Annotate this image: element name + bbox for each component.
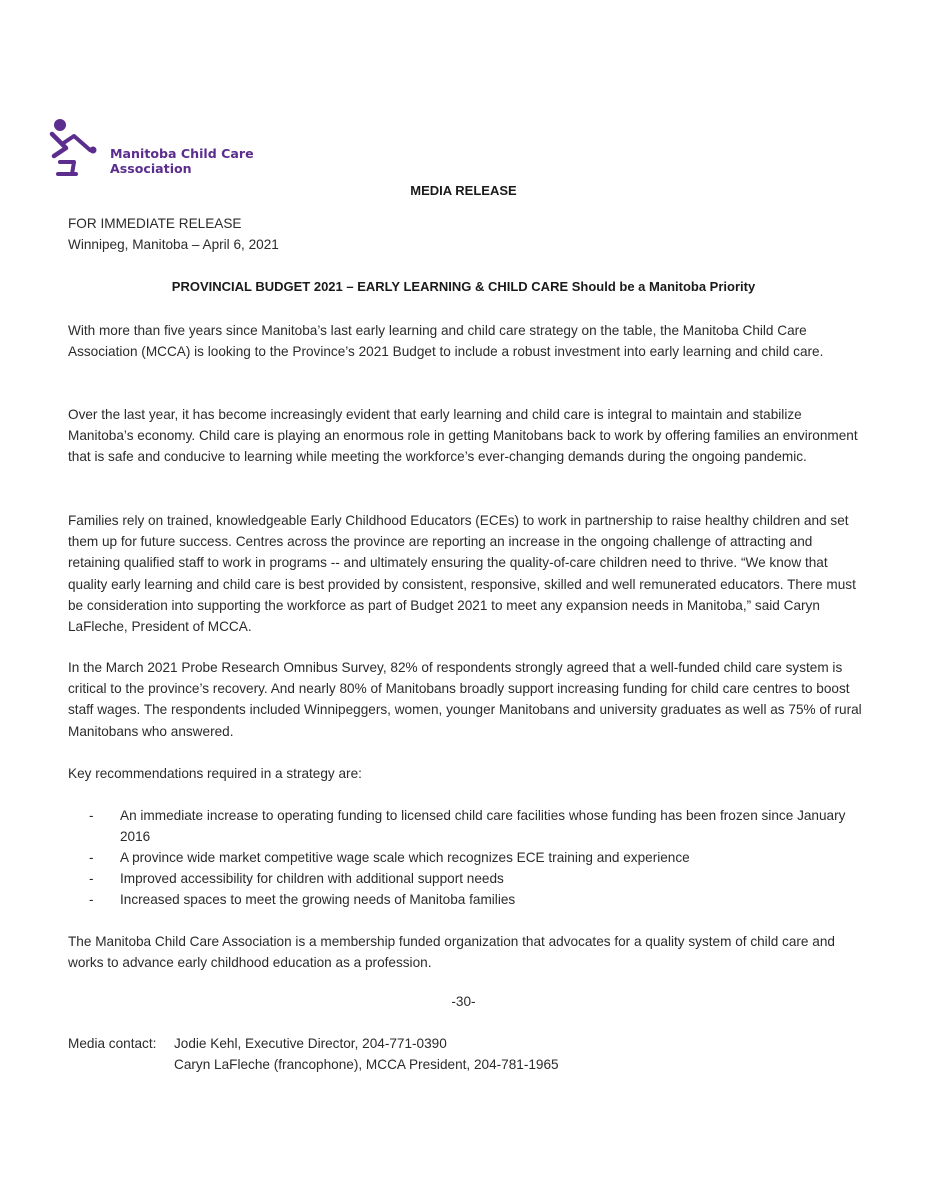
dash-bullet-icon: - — [89, 850, 94, 865]
recommendations-list — [68, 805, 868, 910]
paragraph-recommendations-intro: Key recommendations required in a strategy are: — [68, 766, 362, 781]
dash-bullet-icon: - — [89, 892, 94, 907]
dash-bullet-icon: - — [89, 808, 94, 823]
list-item-text: An immediate increase to operating funding to licensed child care facilities whose funding has been frozen since January 2016 — [120, 808, 846, 844]
logo-line-1: Manitoba Child Care — [110, 146, 254, 161]
end-mark: -30- — [451, 994, 476, 1009]
list-item — [68, 805, 868, 847]
logo-wordmark — [110, 146, 254, 176]
media-contact-secondary: Caryn LaFleche (francophone), MCCA President, 204-781-1965 — [174, 1057, 559, 1072]
media-release-heading: MEDIA RELEASE — [410, 183, 517, 198]
list-item-text: Increased spaces to meet the growing needs of Manitoba families — [120, 892, 516, 907]
paragraph-survey: In the March 2021 Probe Research Omnibus Survey, 82% of respondents strongly agreed that a well-funded child care system is critical to the province’s recovery. And nearly 80% of Manitobans broadly support increasing funding for child care centres to boost staff wages. The respondents included Winnipeggers, women, younger Manitobans and university graduates as well as 75% of rural Manitobans who answered. — [68, 660, 862, 739]
media-contact-primary: Jodie Kehl, Executive Director, 204-771-0390 — [174, 1036, 447, 1051]
release-title: PROVINCIAL BUDGET 2021 – EARLY LEARNING & CHILD CARE Should be a Manitoba Priority — [171, 279, 756, 294]
list-item — [68, 868, 868, 889]
media-contact-label: Media contact: — [68, 1036, 157, 1051]
list-item — [68, 889, 868, 910]
paragraph-economy: Over the last year, it has become increasingly evident that early learning and child care is integral to maintain and stabilize Manitoba’s economy. Child care is playing an enormous role in getting Manitobans back to work by offering families an environment that is safe and conducive to learning while meeting the workforce’s ever-changing demands during the ongoing pandemic. — [68, 407, 858, 465]
logo-line-2: Association — [110, 161, 192, 176]
list-item-text: A province wide market competitive wage scale which recognizes ECE training and experience — [120, 850, 690, 865]
list-item — [68, 847, 868, 868]
paragraph-about-mcca: The Manitoba Child Care Association is a membership funded organization that advocates for a quality system of child care and works to advance early childhood education as a profession. — [68, 934, 835, 971]
paragraph-intro: With more than five years since Manitoba’s last early learning and child care strategy on the table, the Manitoba Child Care Association (MCCA) is looking to the Province’s 2021 Budget to include a robust investment into early learning and child care. — [68, 323, 824, 360]
for-immediate-release: FOR IMMEDIATE RELEASE — [68, 216, 242, 231]
dash-bullet-icon: - — [89, 871, 94, 886]
list-item-text: Improved accessibility for children with additional support needs — [120, 871, 504, 886]
child-care-logo-icon — [48, 116, 104, 178]
dateline: Winnipeg, Manitoba – April 6, 2021 — [68, 237, 279, 252]
mcca-logo — [48, 116, 268, 180]
paragraph-educators: Families rely on trained, knowledgeable Early Childhood Educators (ECEs) to work in partnership to raise healthy children and set them up for future success. Centres across the province are reporting an increase in the ongoing challenge of attracting and retaining qualified staff to work in programs -- and ultimately ensuring the quality-of-care children need to thrive. “We know that quality early learning and child care is best provided by consistent, responsive, skilled and well remunerated educators. There must be consideration into supporting the workforce as part of Budget 2021 to meet any expansion needs in Manitoba,” said Caryn LaFleche, President of MCCA. — [68, 513, 856, 635]
